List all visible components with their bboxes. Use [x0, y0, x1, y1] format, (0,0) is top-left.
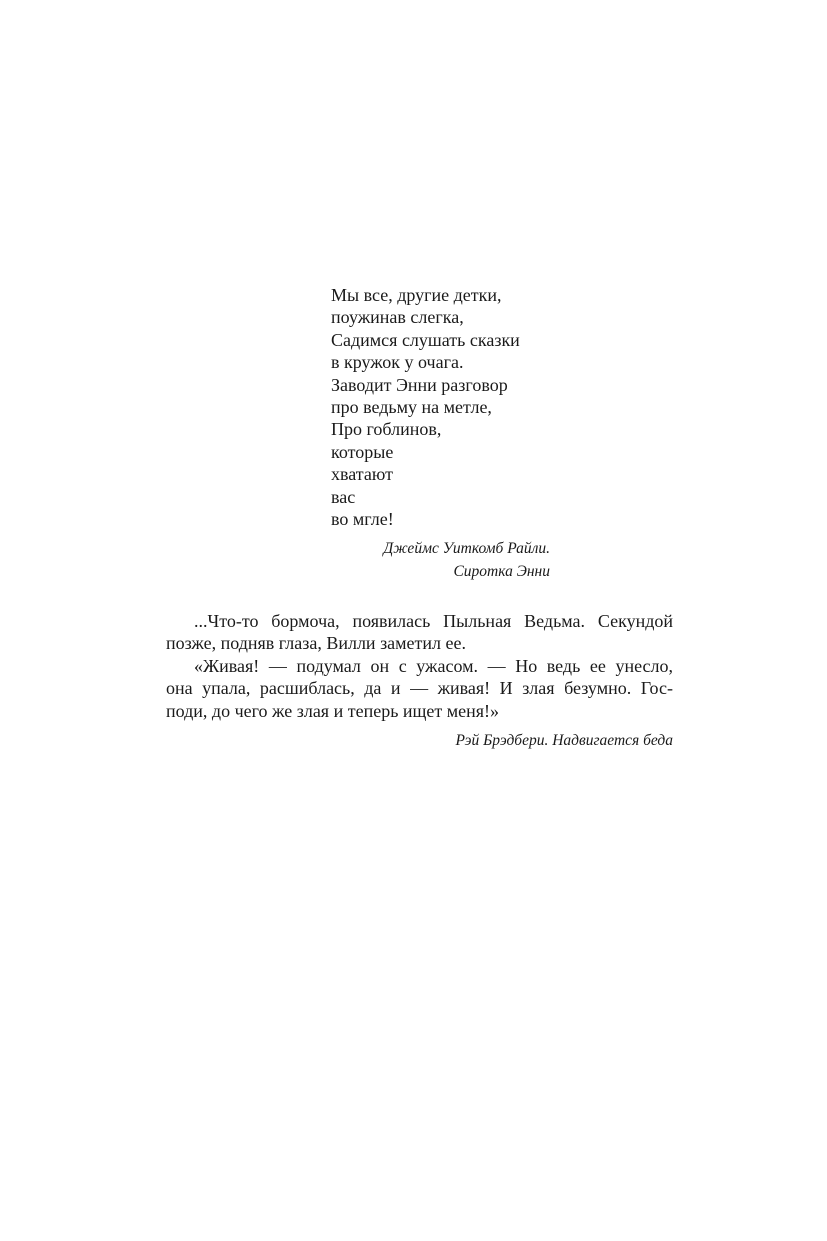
- poem-line: поужинав слегка,: [331, 307, 464, 328]
- poem-line: про ведьму на метле,: [331, 397, 492, 418]
- poem-line: Садимся слушать сказки: [331, 329, 520, 350]
- poem-line: которые: [331, 441, 394, 462]
- poem-line: Заводит Энни разговор: [331, 374, 508, 395]
- prose-line: «Живая! — подумал он с ужасом. — Но ведь ее унесло,: [194, 655, 673, 676]
- prose-attribution: Рэй Брэдбери. Надвигается беда: [455, 732, 673, 749]
- prose-line: позже, подняв глаза, Вилли заметил ее.: [166, 633, 467, 654]
- prose-line: ...Что-то бормоча, появилась Пыльная Ведьма. Секундой: [194, 611, 673, 631]
- poem-work-title: Сиротка Энни: [453, 562, 550, 580]
- poem-line: Про гоблинов,: [331, 419, 442, 440]
- epigraph-poem: [331, 284, 631, 530]
- poem-line: во мгле!: [331, 509, 394, 530]
- epigraph-prose: [166, 610, 673, 722]
- prose-line: поди, до чего же злая и теперь ищет меня!»: [166, 700, 500, 721]
- poem-line: вас: [331, 486, 356, 507]
- poem-author: Джеймс Уиткомб Райли.: [383, 540, 550, 557]
- prose-paragraph: [166, 655, 673, 722]
- poem-line: в кружок у очага.: [331, 352, 464, 373]
- poem-line: хватают: [331, 464, 393, 485]
- poem-attribution: [300, 538, 550, 583]
- prose-paragraph: [166, 610, 673, 655]
- prose-line: она упала, расшиблась, да и — живая! И злая безумно. Гос-: [166, 678, 673, 699]
- poem-line: Мы все, другие детки,: [331, 285, 502, 305]
